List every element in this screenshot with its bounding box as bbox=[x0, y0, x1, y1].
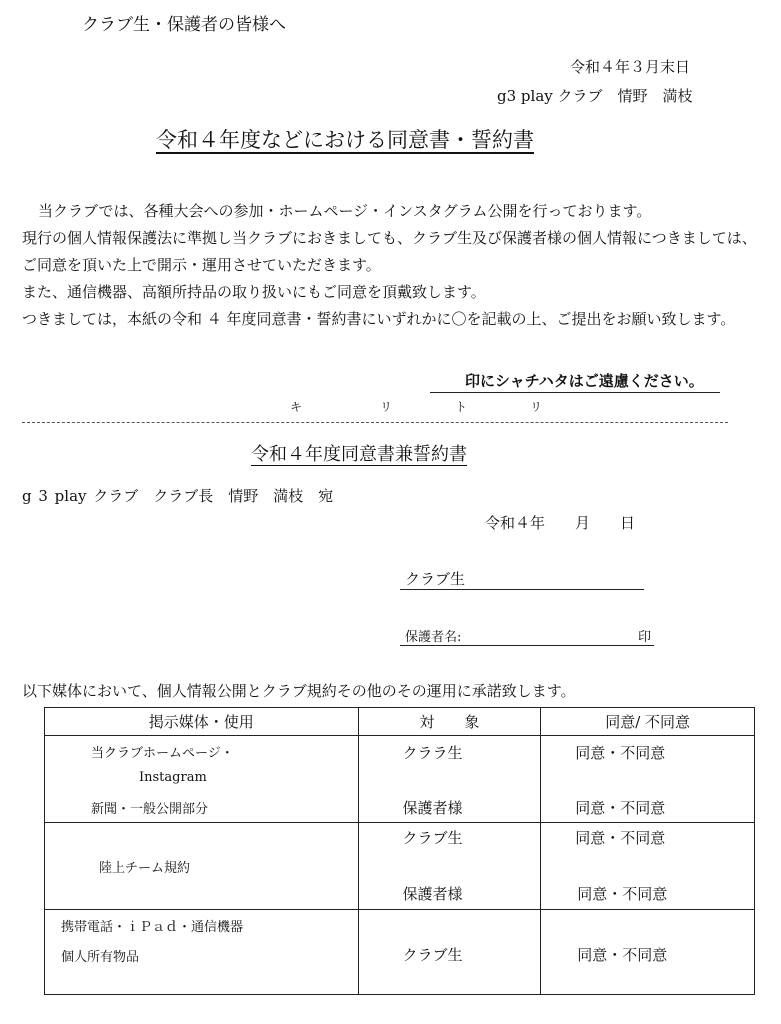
target-text: 保護者様 bbox=[402, 799, 463, 817]
consent-statement: 以下媒体において、個人情報公開とクラブ規約その他のその運用に承諾致します。 bbox=[22, 682, 576, 700]
form-title: 令和４年度同意書兼誓約書 bbox=[251, 444, 467, 465]
member-name-label: クラブ生 bbox=[405, 570, 466, 588]
cut-label: リ bbox=[530, 400, 543, 414]
consent-cell bbox=[541, 736, 755, 823]
consent-choice[interactable]: 同意・不同意 bbox=[575, 744, 666, 762]
addressee: g 3 play クラブ クラブ長 情野 満枝 宛 bbox=[22, 487, 334, 505]
header-consent: 同意/ 不同意 bbox=[541, 708, 755, 736]
consent-cell bbox=[541, 823, 755, 910]
consent-choice[interactable]: 同意・不同意 bbox=[577, 946, 668, 964]
target-text: 保護者様 bbox=[402, 885, 463, 903]
target-cell bbox=[358, 736, 541, 823]
table-header-row bbox=[45, 708, 755, 736]
media-text: 当クラブホームページ・ bbox=[91, 746, 234, 761]
target-cell bbox=[358, 910, 541, 995]
notice-underline bbox=[430, 392, 720, 393]
paragraph: 現行の個人情報保護法に準拠し当クラブにおきましても、クラブ生及び保護者様の個人情報につきましては、ご同意を頂いた上で開示・運用させていただきます。 bbox=[22, 229, 757, 274]
consent-choice[interactable]: 同意・不同意 bbox=[575, 829, 666, 847]
media-text: 個人所有物品 bbox=[61, 950, 140, 965]
media-text: Instagram bbox=[139, 770, 207, 785]
media-text: 新聞・一般公開部分 bbox=[91, 802, 209, 817]
consent-cell bbox=[541, 910, 755, 995]
media-cell bbox=[45, 910, 359, 995]
media-cell bbox=[45, 736, 359, 823]
cut-label: ト bbox=[455, 400, 468, 414]
media-text: 携帯電話・ｉＰａｄ・通信機器 bbox=[61, 920, 244, 935]
target-text: クラブ生 bbox=[402, 829, 463, 847]
member-name-field[interactable] bbox=[400, 589, 644, 590]
table-row bbox=[45, 736, 755, 823]
form-date: 令和４年 月 日 bbox=[485, 514, 636, 532]
target-text: クララ生 bbox=[402, 744, 463, 762]
consent-table bbox=[44, 707, 755, 995]
media-text: 陸上チーム規約 bbox=[99, 861, 191, 876]
sender: g3 play クラブ 情野 満枝 bbox=[497, 87, 693, 105]
target-cell bbox=[358, 823, 541, 910]
consent-choice[interactable]: 同意・不同意 bbox=[575, 799, 666, 817]
media-cell bbox=[45, 823, 359, 910]
greeting: クラブ生・保護者の皆様へ bbox=[82, 15, 286, 35]
document-title: 令和４年度などにおける同意書・誓約書 bbox=[156, 128, 534, 152]
header-target: 対 象 bbox=[358, 708, 541, 736]
seal-mark: 印 bbox=[638, 630, 652, 645]
table-row bbox=[45, 910, 755, 995]
guardian-name-field[interactable] bbox=[400, 645, 654, 646]
cut-label: リ bbox=[380, 400, 393, 414]
body-text bbox=[22, 198, 762, 333]
table-row bbox=[45, 823, 755, 910]
guardian-name-label: 保護者名: bbox=[405, 630, 462, 645]
header-media: 掲示媒体・使用 bbox=[45, 708, 359, 736]
paragraph: 当クラブでは、各種大会への参加・ホームページ・インスタグラム公開を行っております。 bbox=[38, 202, 652, 220]
target-text: クラブ生 bbox=[402, 946, 463, 964]
stamp-notice: 印にシャチハタはご遠慮ください。 bbox=[465, 372, 704, 390]
paragraph: また、通信機器、高額所持品の取り扱いにもご同意を頂戴致します。 bbox=[22, 283, 486, 301]
issue-date: 令和４年３月末日 bbox=[570, 58, 691, 76]
paragraph: つきましては，本紙の令和 ４ 年度同意書・誓約書にいずれかに〇を記載の上、ご提出をお願い致します。 bbox=[22, 310, 736, 328]
cut-line bbox=[22, 422, 728, 423]
cut-label: キ bbox=[290, 400, 303, 414]
consent-choice[interactable]: 同意・不同意 bbox=[577, 885, 668, 903]
